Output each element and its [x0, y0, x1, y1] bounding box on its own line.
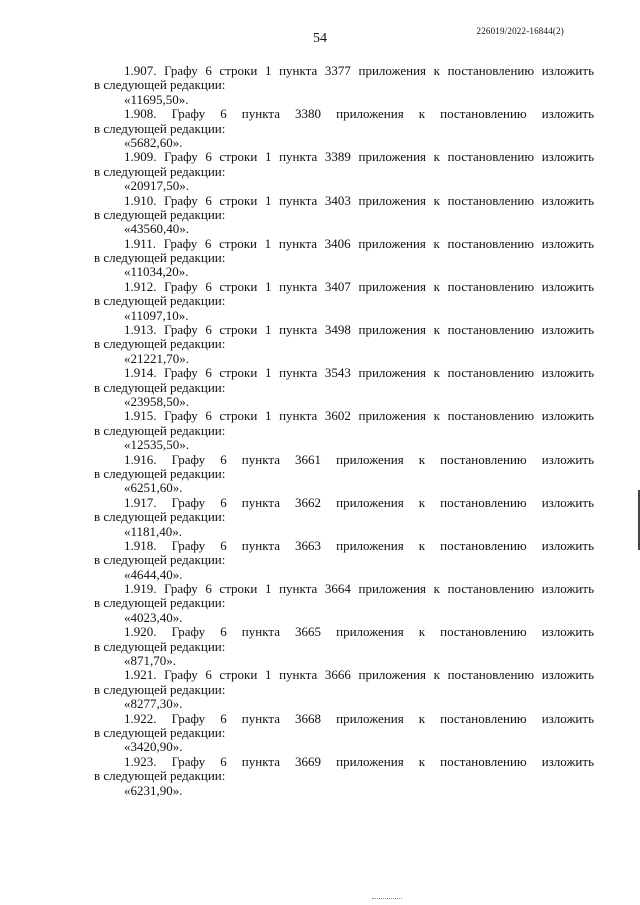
item-text-continued: в следующей редакции:: [94, 250, 226, 266]
list-item: [94, 625, 594, 668]
item-text-continued: в следующей редакции:: [94, 595, 226, 611]
item-value: «11034,20».: [124, 264, 189, 280]
item-text: 1.921. Графу 6 строки 1 пункта 3666 приложения к постановлению изложить: [124, 667, 594, 683]
scan-specks: [372, 898, 402, 901]
item-text: 1.913. Графу 6 строки 1 пункта 3498 приложения к постановлению изложить: [124, 322, 594, 338]
list-item: [94, 150, 594, 193]
item-text: 1.917. Графу 6 пункта 3662 приложения к постановлению изложить: [124, 494, 594, 510]
item-text-continued: в следующей редакции:: [94, 336, 226, 352]
list-item: [94, 64, 594, 107]
item-value: «20917,50».: [124, 178, 189, 194]
item-value: «4023,40».: [124, 609, 183, 625]
item-text: 1.909. Графу 6 строки 1 пункта 3389 приложения к постановлению изложить: [124, 149, 594, 165]
list-item: [94, 539, 594, 582]
item-value: «6231,90».: [124, 782, 183, 798]
item-text-continued: в следующей редакции:: [94, 77, 226, 93]
item-value: «1181,40».: [124, 523, 183, 539]
item-text-continued: в следующей редакции:: [94, 509, 226, 525]
item-text-continued: в следующей редакции:: [94, 638, 226, 654]
list-item: [94, 582, 594, 625]
list-item: [94, 280, 594, 323]
item-text: 1.919. Графу 6 строки 1 пункта 3664 приложения к постановлению изложить: [124, 581, 594, 597]
item-value: «43560,40».: [124, 221, 189, 237]
item-text: 1.910. Графу 6 строки 1 пункта 3403 приложения к постановлению изложить: [124, 192, 594, 208]
item-text-continued: в следующей редакции:: [94, 422, 226, 438]
item-text-continued: в следующей редакции:: [94, 379, 226, 395]
item-text-continued: в следующей редакции:: [94, 293, 226, 309]
item-text: 1.916. Графу 6 пункта 3661 приложения к постановлению изложить: [124, 451, 594, 467]
item-text: 1.911. Графу 6 строки 1 пункта 3406 приложения к постановлению изложить: [124, 235, 594, 251]
item-text-continued: в следующей редакции:: [94, 724, 226, 740]
item-text: 1.915. Графу 6 строки 1 пункта 3602 приложения к постановлению изложить: [124, 408, 594, 424]
item-value: «5682,60».: [124, 134, 183, 150]
item-text-continued: в следующей редакции:: [94, 206, 226, 222]
page-number: 54: [313, 31, 327, 46]
list-item: [94, 323, 594, 366]
item-text: 1.914. Графу 6 строки 1 пункта 3543 приложения к постановлению изложить: [124, 365, 594, 381]
item-text-continued: в следующей редакции:: [94, 681, 226, 697]
document-body: [94, 64, 594, 798]
item-text: 1.920. Графу 6 пункта 3665 приложения к постановлению изложить: [124, 624, 594, 640]
list-item: [94, 453, 594, 496]
list-item: [94, 194, 594, 237]
item-text: 1.918. Графу 6 пункта 3663 приложения к постановлению изложить: [124, 537, 594, 553]
item-text: 1.907. Графу 6 строки 1 пункта 3377 приложения к постановлению изложить: [124, 63, 594, 78]
item-text: 1.912. Графу 6 строки 1 пункта 3407 приложения к постановлению изложить: [124, 278, 594, 294]
item-value: «6251,60».: [124, 480, 183, 496]
item-value: «4644,40».: [124, 566, 183, 582]
item-value: «871,70».: [124, 653, 176, 669]
item-value: «11097,10».: [124, 307, 189, 323]
item-value: «11695,50».: [124, 91, 189, 107]
document-id: 226019/2022-16844(2): [476, 26, 564, 36]
list-item: [94, 237, 594, 280]
item-value: «12535,50».: [124, 437, 189, 453]
item-text: 1.922. Графу 6 пункта 3668 приложения к постановлению изложить: [124, 710, 594, 726]
item-text-continued: в следующей редакции:: [94, 552, 226, 568]
list-item: [94, 496, 594, 539]
item-text: 1.923. Графу 6 пункта 3669 приложения к постановлению изложить: [124, 753, 594, 769]
list-item: [94, 107, 594, 150]
item-text-continued: в следующей редакции:: [94, 465, 226, 481]
list-item: [94, 712, 594, 755]
item-value: «21221,70».: [124, 350, 189, 366]
list-item: [94, 755, 594, 798]
list-item: [94, 366, 594, 409]
item-text-continued: в следующей редакции:: [94, 163, 226, 179]
item-value: «8277,30».: [124, 696, 183, 712]
list-item: [94, 409, 594, 452]
item-text: 1.908. Графу 6 пункта 3380 приложения к постановлению изложить: [124, 106, 594, 122]
item-text-continued: в следующей редакции:: [94, 768, 226, 784]
list-item: [94, 668, 594, 711]
item-text-continued: в следующей редакции:: [94, 120, 226, 136]
item-value: «3420,90».: [124, 739, 183, 755]
item-value: «23958,50».: [124, 393, 189, 409]
